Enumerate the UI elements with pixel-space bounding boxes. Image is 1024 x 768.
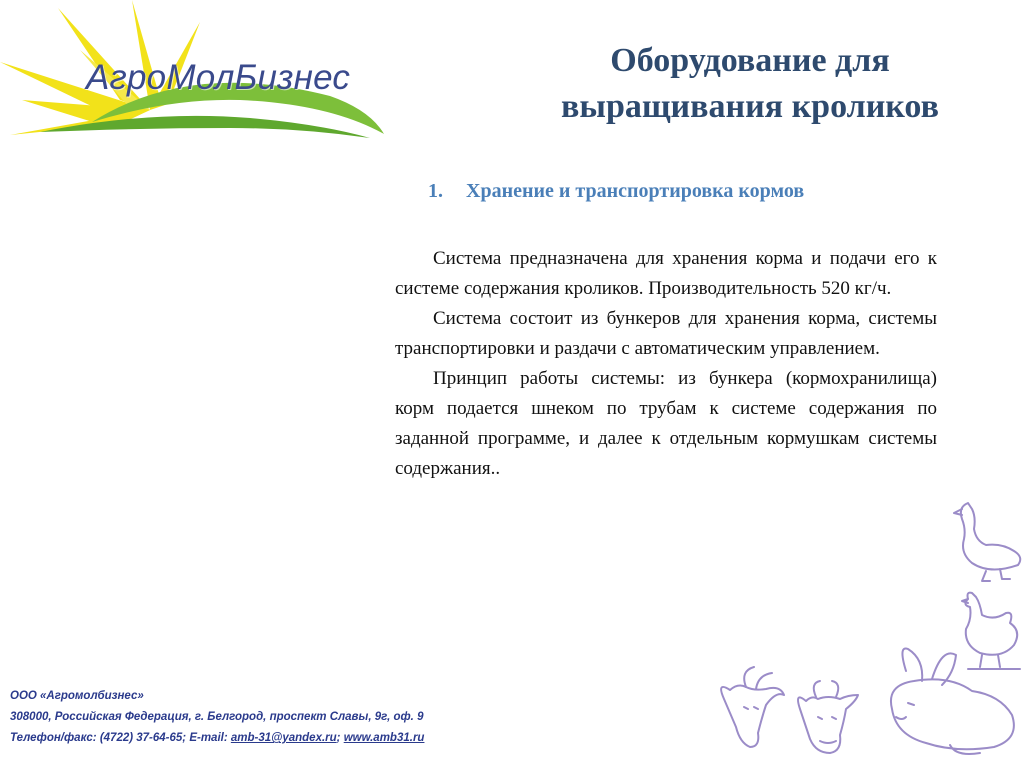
title-line-2: выращивания кроликов: [561, 88, 939, 125]
paragraph: Система состоит из бункеров для хранения корма, системы транспортировки и раздачи с автоматическим управлением.: [395, 308, 937, 359]
section-title: Хранение и транспортировка кормов: [466, 180, 805, 202]
goat-icon: [721, 667, 784, 747]
hen-icon: [962, 593, 1020, 669]
paragraph: Принцип работы системы: из бункера (кормохранилища) корм подается шнеком по трубам к системе содержания по заданной программе, и далее к отдельным кормушкам системы содержания..: [395, 368, 937, 479]
footer-company: ООО «Агромолбизнес»: [10, 690, 144, 702]
cow-icon: [798, 681, 858, 753]
footer-separator: ;: [336, 732, 344, 744]
website-link[interactable]: www.amb31.ru: [343, 732, 425, 744]
footer-contact-line: [10, 728, 424, 749]
page-title: [500, 38, 1000, 130]
footer-contacts: [10, 686, 424, 749]
paragraph: Система предназначена для хранения корма и подачи его к системе содержания кроликов. Производительность 520 кг/ч.: [395, 248, 937, 299]
farm-animals-illustration: [710, 495, 1024, 768]
title-line-1: Оборудование для: [610, 42, 890, 79]
duck-icon: [954, 503, 1020, 581]
logo-text: АгроМолБизнес: [86, 58, 351, 97]
footer-address: 308000, Российская Федерация, г. Белгород, проспект Славы, 9г, оф. 9: [10, 711, 424, 723]
rabbit-icon: [891, 648, 1014, 754]
footer-phone: Телефон/факс: (4722) 37-64-65; E-mail:: [10, 732, 231, 744]
body-text: [395, 244, 937, 484]
section-heading: [428, 180, 804, 203]
company-logo: [0, 0, 390, 150]
email-link[interactable]: amb-31@yandex.ru: [230, 732, 337, 744]
section-number: 1.: [428, 180, 443, 202]
